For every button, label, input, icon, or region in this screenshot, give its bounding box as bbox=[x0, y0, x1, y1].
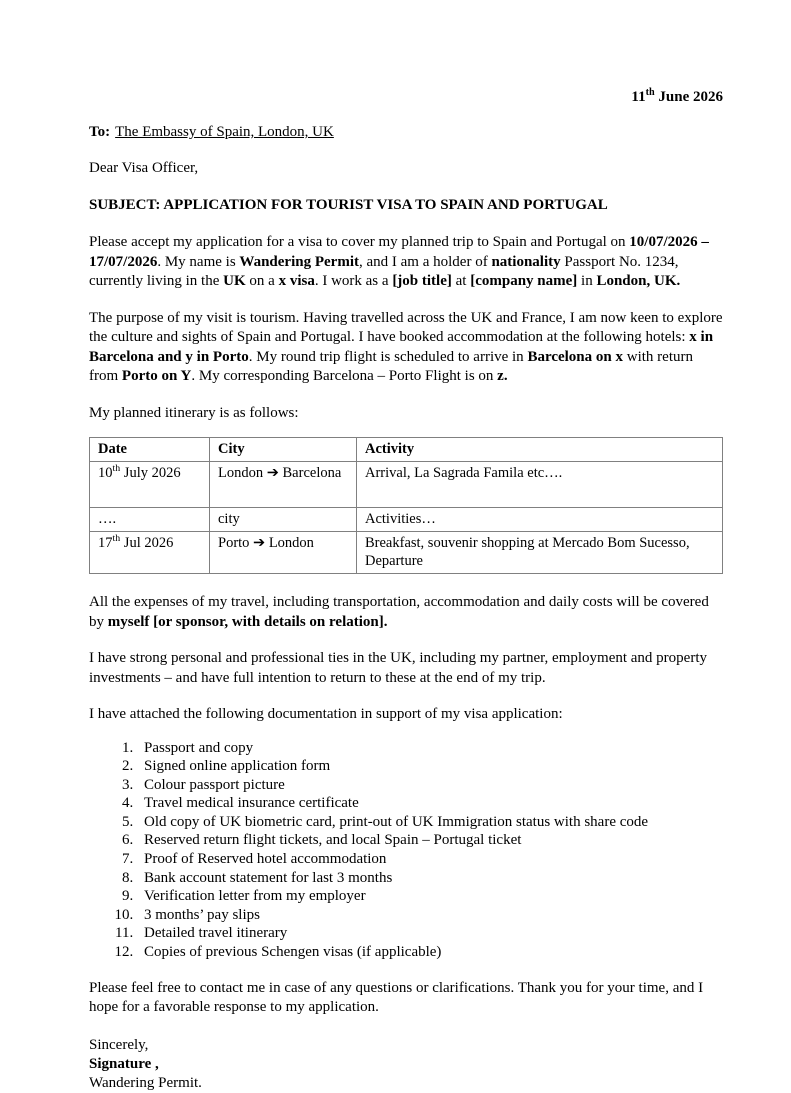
itinerary-intro: My planned itinerary is as follows: bbox=[89, 404, 299, 421]
cell-date-num: 17 bbox=[98, 535, 113, 551]
paragraph-attachments-intro: I have attached the following documentation in support of my visa application: bbox=[89, 706, 563, 722]
cell-activity: Breakfast, souvenir shopping at Mercado Bom Sucesso, Departure bbox=[357, 532, 723, 574]
p1-text-3: , and I am a holder of bbox=[359, 253, 492, 270]
date-rest: June 2026 bbox=[654, 89, 723, 105]
cell-city: London ➔ Barcelona bbox=[210, 462, 357, 508]
date-day: 11 bbox=[631, 89, 646, 105]
column-header-date: Date bbox=[90, 438, 210, 462]
p1-bold-jobtitle: [job title] bbox=[392, 273, 452, 289]
list-item: 9. Verification letter from my employer bbox=[137, 887, 723, 906]
p1-bold-name: Wandering Permit bbox=[239, 253, 359, 270]
cell-date-rest: …. bbox=[98, 511, 117, 527]
p3-text-1: All the expenses of my travel, including transportation, accommodation and daily costs will be covered by bbox=[89, 594, 709, 630]
signoff-name: Wandering Permit. bbox=[89, 1074, 202, 1091]
p1-text-2: . My name is bbox=[157, 253, 240, 270]
recipient-line bbox=[89, 123, 723, 142]
letter-body bbox=[89, 88, 723, 1093]
signature-block bbox=[89, 1036, 723, 1093]
cell-date bbox=[90, 532, 210, 574]
p1-text-1: Please accept my application for a visa to cover my planned trip to Spain and Portugal on bbox=[89, 234, 630, 250]
list-item: 10. 3 months’ pay slips bbox=[137, 906, 723, 925]
p1-bold-uk: UK bbox=[223, 273, 246, 289]
list-item: 8. Bank account statement for last 3 months bbox=[137, 869, 723, 888]
column-header-city: City bbox=[210, 438, 357, 462]
cell-city: city bbox=[210, 508, 357, 532]
paragraph-intro bbox=[89, 233, 723, 292]
table-row bbox=[90, 532, 723, 574]
p2-bold-arrival: Barcelona on x bbox=[527, 348, 623, 365]
list-item: 12. Copies of previous Schengen visas (if applicable) bbox=[137, 943, 723, 962]
cell-date bbox=[90, 462, 210, 508]
list-item: 11. Detailed travel itinerary bbox=[137, 924, 723, 943]
paragraph-closing: Please feel free to contact me in case of any questions or clarifications. Thank you for your time, and I hope for a favorable response to my application. bbox=[89, 979, 704, 1016]
itinerary-table bbox=[89, 437, 723, 574]
p2-text-1: The purpose of my visit is tourism. Having travelled across the UK and France, I am now keen to explore the culture and sights of Spain and Portugal. I have booked accommodation at the following hotels: bbox=[89, 309, 723, 345]
letter-date bbox=[89, 88, 723, 107]
p1-text-6: . I work as a bbox=[314, 273, 393, 289]
cell-date bbox=[90, 508, 210, 532]
p1-text-8: in bbox=[577, 273, 597, 289]
cell-date-rest: Jul 2026 bbox=[120, 535, 174, 551]
p3-bold-sponsor: myself [or sponsor, with details on relation]. bbox=[107, 613, 388, 630]
table-row bbox=[90, 508, 723, 532]
p1-text-5: on a bbox=[245, 273, 279, 289]
cell-activity: Activities… bbox=[357, 508, 723, 532]
paragraph-ties: I have strong personal and professional ties in the UK, including my partner, employment and property investments – and have full intention to return to these at the end of my trip. bbox=[89, 650, 707, 686]
p1-text-4: Passport No. 1234, currently living in the bbox=[89, 253, 679, 289]
paragraph-purpose bbox=[89, 309, 723, 387]
list-item: 4. Travel medical insurance certificate bbox=[137, 794, 723, 813]
attached-documents-list bbox=[89, 739, 723, 962]
p2-text-2: . My round trip flight is scheduled to arrive in bbox=[248, 348, 528, 365]
signoff-signature: Signature , bbox=[89, 1055, 159, 1072]
cell-city: Porto ➔ London bbox=[210, 532, 357, 574]
p1-bold-london: London, UK. bbox=[596, 273, 681, 289]
cell-date-ordinal: th bbox=[112, 533, 121, 545]
table-header-row bbox=[90, 438, 723, 462]
signoff-closing: Sincerely, bbox=[89, 1036, 149, 1053]
salutation: Dear Visa Officer, bbox=[89, 160, 199, 176]
p2-bold-hotels: x in Barcelona and y in Porto bbox=[89, 329, 714, 365]
cell-date-rest: July 2026 bbox=[120, 465, 181, 481]
cell-activity: Arrival, La Sagrada Famila etc…. bbox=[357, 462, 723, 508]
list-item: 6. Reserved return flight tickets, and local Spain – Portugal ticket bbox=[137, 831, 723, 850]
list-item: 7. Proof of Reserved hotel accommodation bbox=[137, 850, 723, 869]
p2-bold-return: Porto on Y bbox=[121, 368, 192, 384]
p1-bold-visa: x visa bbox=[278, 273, 315, 289]
list-item: 3. Colour passport picture bbox=[137, 776, 723, 795]
paragraph-expenses bbox=[89, 593, 723, 632]
list-item: 2. Signed online application form bbox=[137, 757, 723, 776]
date-ordinal: th bbox=[645, 87, 655, 98]
list-item: 5. Old copy of UK biometric card, print-out of UK Immigration status with share code bbox=[137, 813, 723, 832]
subject-line: SUBJECT: APPLICATION FOR TOURIST VISA TO SPAIN AND PORTUGAL bbox=[89, 197, 608, 213]
p1-bold-dates: 10/07/2026 – 17/07/2026 bbox=[89, 234, 709, 270]
p2-bold-connecting: z. bbox=[497, 368, 508, 384]
p1-bold-company: [company name] bbox=[470, 273, 578, 289]
cell-date-num: 10 bbox=[98, 465, 113, 481]
to-value: The Embassy of Spain, London, UK bbox=[115, 124, 334, 140]
list-item: 1. Passport and copy bbox=[137, 739, 723, 758]
p1-text-7: at bbox=[451, 273, 471, 289]
table-row bbox=[90, 462, 723, 508]
p2-text-4: . My corresponding Barcelona – Porto Flight is on bbox=[191, 368, 498, 384]
to-label: To: bbox=[89, 124, 111, 140]
p2-text-3: with return from bbox=[89, 348, 693, 384]
cell-date-ordinal: th bbox=[112, 463, 121, 475]
column-header-activity: Activity bbox=[357, 438, 723, 462]
p1-bold-nationality: nationality bbox=[491, 253, 561, 270]
